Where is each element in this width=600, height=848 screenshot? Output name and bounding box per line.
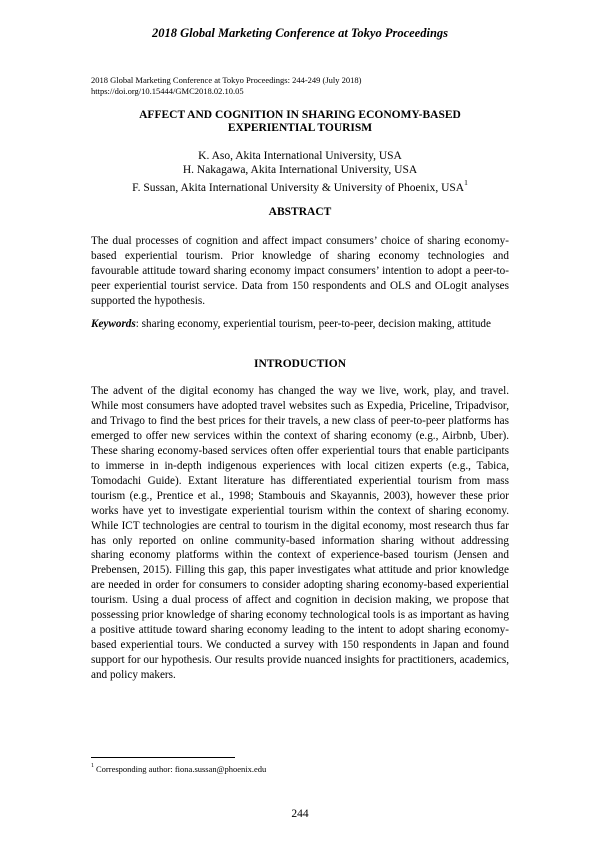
citation-line: 2018 Global Marketing Conference at Tokyo Proceedings: 244-249 (July 2018): [91, 75, 362, 85]
footnote-divider: [91, 757, 235, 758]
footnote-text: Corresponding author: fiona.sussan@phoenix.edu: [96, 764, 267, 774]
introduction-text: The advent of the digital economy has changed the way we live, work, play, and travel. While most consumers have adopted travel websites such as Expedia, Priceline, Tripadvisor, and Trivago to find the best prices for their travels, a new class of peer-to-peer platforms has emerged to offer new services within the context of sharing economy (e.g., Airbnb, Uber). These sharing economy-based services often offer experiential tours that enable participants to immerse in in-depth indigenous experiences with local citizen experts (e.g., Tabica, Tomodachi Guide). Extant literature has differentiated experiential tourism from mass tourism (e.g., Prentice et al., 1998; Stambouis and Skayannis, 2003), however these prior works have yet to investigate experiential tourism within the context of sharing economy. While ICT technologies are central to tourism in the digital economy, most research thus far has only reported on online community-based information sharing without addressing sharing economy platforms within the context of experience-based tourism (Jensen and Prebensen, 2015). Filling this gap, this paper investigates what attitude and prior knowledge are needed in order for consumers to consider adopting sharing economy-based experiential tourism. Using a dual process of affect and cognition in decision making, we propose that possessing prior knowledge of sharing economy technological tools is as important as having a positive attitude toward sharing economy leading to the intent to adopt sharing economy-based experiential tours. We conducted a survey with 150 respondents in Japan and found support for our hypothesis. Our results provide nuanced insights for practitioners, academics, and policy makers.: [91, 385, 509, 682]
doi-link[interactable]: https://doi.org/10.15444/GMC2018.02.10.05: [91, 86, 244, 96]
title-line-1: AFFECT AND COGNITION IN SHARING ECONOMY-BASED: [139, 109, 461, 121]
author-sussan: [91, 177, 509, 195]
keywords-line: [91, 317, 509, 332]
footnote: [91, 764, 266, 774]
author-nakagawa: H. Nakagawa, Akita International University, USA: [182, 163, 418, 176]
author-sussan-text: F. Sussan, Akita International University & University of Phoenix, USA: [132, 181, 465, 194]
author-list: [91, 150, 509, 195]
author-aso: K. Aso, Akita International University, USA: [198, 150, 402, 162]
citation-block: [91, 75, 362, 97]
footnote-mark: 1: [91, 763, 94, 770]
title-line-2: EXPERIENTIAL TOURISM: [227, 122, 373, 134]
abstract-heading: ABSTRACT: [268, 206, 332, 218]
keywords-text: : sharing economy, experiential tourism, peer-to-peer, decision making, attitude: [135, 318, 491, 330]
introduction-heading: INTRODUCTION: [253, 358, 346, 370]
page-number: 244: [291, 808, 309, 820]
paper-title: [91, 109, 509, 135]
keywords-label: Keywords: [91, 318, 136, 330]
abstract-text: The dual processes of cognition and affect impact consumers’ choice of sharing economy-based experiential tourism. Prior knowledge of sharing economy technologies and favourable attitude toward sharing economy impact consumers’ intention to adopt a peer-to-peer experiential tourist service. Data from 150 respondents and OLS and OLogit analyses supported the hypothesis.: [91, 235, 509, 307]
author-footnote-mark[interactable]: 1: [464, 178, 468, 187]
running-header: 2018 Global Marketing Conference at Tokyo Proceedings: [151, 26, 449, 40]
